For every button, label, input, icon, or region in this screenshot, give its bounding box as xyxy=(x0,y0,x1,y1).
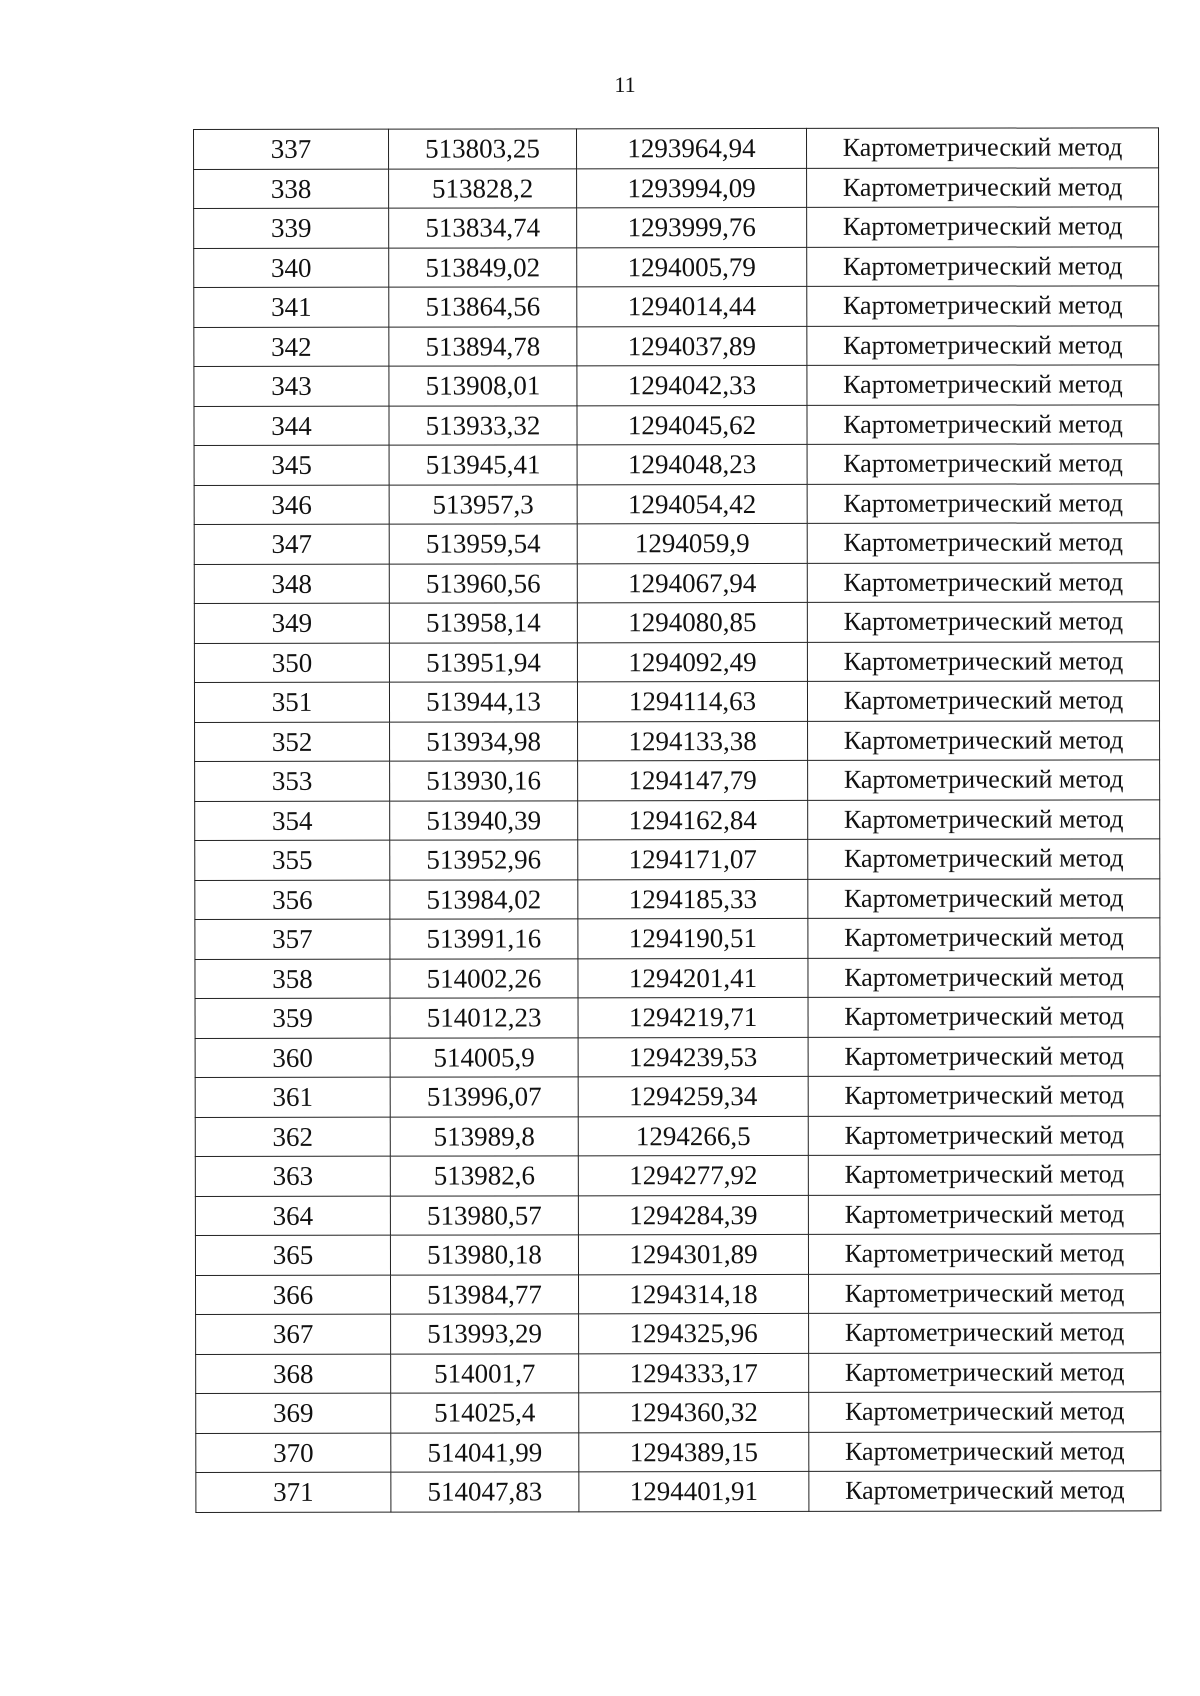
y-coordinate-cell: 1294201,41 xyxy=(578,958,808,998)
x-coordinate-cell: 514047,83 xyxy=(391,1472,579,1512)
table-row xyxy=(194,483,1159,524)
method-cell: Картометрический метод xyxy=(806,128,1158,168)
y-coordinate-cell: 1294059,9 xyxy=(577,523,807,563)
x-coordinate-cell: 514041,99 xyxy=(391,1432,579,1472)
point-number-cell: 361 xyxy=(195,1077,390,1117)
point-number-cell: 365 xyxy=(195,1235,390,1275)
table-row xyxy=(195,878,1160,919)
y-coordinate-cell: 1294333,17 xyxy=(579,1353,809,1393)
table-row xyxy=(195,760,1160,801)
point-number-cell: 340 xyxy=(194,248,389,288)
table-row xyxy=(195,1036,1160,1077)
table-row xyxy=(195,1115,1160,1156)
y-coordinate-cell: 1294014,44 xyxy=(577,286,807,326)
point-number-cell: 357 xyxy=(195,919,390,959)
y-coordinate-cell: 1294080,85 xyxy=(577,602,807,642)
y-coordinate-cell: 1294162,84 xyxy=(578,800,808,840)
table-row xyxy=(196,1471,1161,1512)
method-cell: Картометрический метод xyxy=(809,1431,1161,1471)
point-number-cell: 368 xyxy=(196,1354,391,1394)
y-coordinate-cell: 1294037,89 xyxy=(577,326,807,366)
x-coordinate-cell: 514002,26 xyxy=(390,958,578,998)
y-coordinate-cell: 1294190,51 xyxy=(578,918,808,958)
table-row xyxy=(194,602,1159,643)
y-coordinate-cell: 1294133,38 xyxy=(578,721,808,761)
x-coordinate-cell: 514001,7 xyxy=(391,1353,579,1393)
y-coordinate-cell: 1293964,94 xyxy=(577,128,807,168)
x-coordinate-cell: 513849,02 xyxy=(389,247,577,287)
point-number-cell: 344 xyxy=(194,406,389,446)
x-coordinate-cell: 513957,3 xyxy=(389,484,577,524)
table-body xyxy=(194,128,1161,1512)
y-coordinate-cell: 1294389,15 xyxy=(579,1432,809,1472)
x-coordinate-cell: 513991,16 xyxy=(390,919,578,959)
x-coordinate-cell: 513930,16 xyxy=(390,761,578,801)
method-cell: Картометрический метод xyxy=(808,1234,1160,1274)
x-coordinate-cell: 513894,78 xyxy=(389,326,577,366)
x-coordinate-cell: 513982,6 xyxy=(390,1156,578,1196)
y-coordinate-cell: 1294259,34 xyxy=(578,1076,808,1116)
x-coordinate-cell: 513934,98 xyxy=(390,721,578,761)
x-coordinate-cell: 514005,9 xyxy=(390,1037,578,1077)
x-coordinate-cell: 513945,41 xyxy=(389,445,577,485)
table-row xyxy=(194,681,1159,722)
point-number-cell: 346 xyxy=(194,485,389,525)
table-row xyxy=(195,918,1160,959)
method-cell: Картометрический метод xyxy=(807,562,1159,602)
table-row xyxy=(195,1155,1160,1196)
x-coordinate-cell: 513960,56 xyxy=(389,563,577,603)
table-row xyxy=(195,839,1160,880)
method-cell: Картометрический метод xyxy=(808,1155,1160,1195)
y-coordinate-cell: 1294048,23 xyxy=(577,444,807,484)
x-coordinate-cell: 513952,96 xyxy=(390,840,578,880)
table-row xyxy=(194,286,1159,327)
table-row xyxy=(194,128,1159,169)
y-coordinate-cell: 1293994,09 xyxy=(577,168,807,208)
y-coordinate-cell: 1294054,42 xyxy=(577,484,807,524)
x-coordinate-cell: 513834,74 xyxy=(389,208,577,248)
method-cell: Картометрический метод xyxy=(807,523,1159,563)
x-coordinate-cell: 513944,13 xyxy=(389,682,577,722)
table-row xyxy=(194,246,1159,287)
table-row xyxy=(194,404,1159,445)
point-number-cell: 360 xyxy=(195,1038,390,1078)
table-row xyxy=(194,325,1159,366)
point-number-cell: 343 xyxy=(194,366,389,406)
table-row xyxy=(196,1431,1161,1472)
point-number-cell: 359 xyxy=(195,998,390,1038)
method-cell: Картометрический метод xyxy=(807,325,1159,365)
x-coordinate-cell: 513940,39 xyxy=(390,800,578,840)
table-row xyxy=(194,207,1159,248)
method-cell: Картометрический метод xyxy=(808,1036,1160,1076)
method-cell: Картометрический метод xyxy=(808,1194,1160,1234)
page-number: 11 xyxy=(614,72,636,97)
method-cell: Картометрический метод xyxy=(807,207,1159,247)
table-row xyxy=(196,1313,1161,1354)
y-coordinate-cell: 1293999,76 xyxy=(577,207,807,247)
y-coordinate-cell: 1294266,5 xyxy=(578,1116,808,1156)
table-row xyxy=(196,1273,1161,1314)
x-coordinate-cell: 513908,01 xyxy=(389,366,577,406)
point-number-cell: 348 xyxy=(194,564,389,604)
table-row xyxy=(194,562,1159,603)
y-coordinate-cell: 1294360,32 xyxy=(579,1392,809,1432)
method-cell: Картометрический метод xyxy=(808,918,1160,958)
point-number-cell: 355 xyxy=(195,840,390,880)
method-cell: Картометрический метод xyxy=(809,1352,1161,1392)
point-number-cell: 345 xyxy=(194,445,389,485)
table-row xyxy=(194,167,1159,208)
x-coordinate-cell: 513933,32 xyxy=(389,405,577,445)
x-coordinate-cell: 513996,07 xyxy=(390,1077,578,1117)
table-row xyxy=(194,444,1159,485)
method-cell: Картометрический метод xyxy=(807,286,1159,326)
method-cell: Картометрический метод xyxy=(807,681,1159,721)
point-number-cell: 339 xyxy=(194,208,389,248)
method-cell: Картометрический метод xyxy=(808,957,1160,997)
method-cell: Картометрический метод xyxy=(808,997,1160,1037)
point-number-cell: 351 xyxy=(194,682,389,722)
method-cell: Картометрический метод xyxy=(808,878,1160,918)
method-cell: Картометрический метод xyxy=(807,483,1159,523)
method-cell: Картометрический метод xyxy=(807,404,1159,444)
point-number-cell: 367 xyxy=(196,1314,391,1354)
y-coordinate-cell: 1294219,71 xyxy=(578,997,808,1037)
table-row xyxy=(194,365,1159,406)
y-coordinate-cell: 1294185,33 xyxy=(578,879,808,919)
method-cell: Картометрический метод xyxy=(807,365,1159,405)
method-cell: Картометрический метод xyxy=(807,246,1159,286)
table-row xyxy=(194,523,1159,564)
method-cell: Картометрический метод xyxy=(808,1273,1160,1313)
point-number-cell: 341 xyxy=(194,287,389,327)
x-coordinate-cell: 513993,29 xyxy=(391,1314,579,1354)
table-row xyxy=(195,1076,1160,1117)
point-number-cell: 369 xyxy=(196,1393,391,1433)
point-number-cell: 350 xyxy=(194,643,389,683)
point-number-cell: 353 xyxy=(195,761,390,801)
y-coordinate-cell: 1294301,89 xyxy=(578,1234,808,1274)
y-coordinate-cell: 1294284,39 xyxy=(578,1195,808,1235)
y-coordinate-cell: 1294171,07 xyxy=(578,839,808,879)
method-cell: Картометрический метод xyxy=(807,602,1159,642)
method-cell: Картометрический метод xyxy=(808,839,1160,879)
x-coordinate-cell: 513959,54 xyxy=(389,524,577,564)
y-coordinate-cell: 1294042,33 xyxy=(577,365,807,405)
y-coordinate-cell: 1294092,49 xyxy=(577,642,807,682)
point-number-cell: 362 xyxy=(195,1117,390,1157)
point-number-cell: 371 xyxy=(196,1472,391,1512)
method-cell: Картометрический метод xyxy=(807,444,1159,484)
point-number-cell: 370 xyxy=(196,1433,391,1473)
point-number-cell: 349 xyxy=(194,603,389,643)
y-coordinate-cell: 1294325,96 xyxy=(579,1313,809,1353)
point-number-cell: 342 xyxy=(194,327,389,367)
y-coordinate-cell: 1294401,91 xyxy=(579,1471,809,1511)
x-coordinate-cell: 514025,4 xyxy=(391,1393,579,1433)
point-number-cell: 364 xyxy=(195,1196,390,1236)
table-row xyxy=(194,641,1159,682)
y-coordinate-cell: 1294314,18 xyxy=(578,1274,808,1314)
method-cell: Картометрический метод xyxy=(808,720,1160,760)
point-number-cell: 354 xyxy=(195,801,390,841)
method-cell: Картометрический метод xyxy=(809,1471,1161,1511)
point-number-cell: 352 xyxy=(195,722,390,762)
x-coordinate-cell: 513984,02 xyxy=(390,879,578,919)
x-coordinate-cell: 513803,25 xyxy=(389,129,577,169)
y-coordinate-cell: 1294114,63 xyxy=(577,681,807,721)
table-row xyxy=(196,1352,1161,1393)
x-coordinate-cell: 513828,2 xyxy=(389,168,577,208)
method-cell: Картометрический метод xyxy=(809,1313,1161,1353)
y-coordinate-cell: 1294005,79 xyxy=(577,247,807,287)
method-cell: Картометрический метод xyxy=(807,167,1159,207)
table-row xyxy=(195,957,1160,998)
method-cell: Картометрический метод xyxy=(808,760,1160,800)
table-row xyxy=(195,720,1160,761)
point-number-cell: 358 xyxy=(195,959,390,999)
x-coordinate-cell: 514012,23 xyxy=(390,998,578,1038)
method-cell: Картометрический метод xyxy=(808,1115,1160,1155)
point-number-cell: 363 xyxy=(195,1156,390,1196)
point-number-cell: 366 xyxy=(196,1275,391,1315)
x-coordinate-cell: 513980,57 xyxy=(390,1195,578,1235)
point-number-cell: 337 xyxy=(194,129,389,169)
table-row xyxy=(196,1392,1161,1433)
x-coordinate-cell: 513958,14 xyxy=(389,603,577,643)
point-number-cell: 347 xyxy=(194,524,389,564)
y-coordinate-cell: 1294067,94 xyxy=(577,563,807,603)
x-coordinate-cell: 513984,77 xyxy=(390,1274,578,1314)
table-row xyxy=(195,799,1160,840)
method-cell: Картометрический метод xyxy=(808,1076,1160,1116)
y-coordinate-cell: 1294239,53 xyxy=(578,1037,808,1077)
y-coordinate-cell: 1294045,62 xyxy=(577,405,807,445)
point-number-cell: 356 xyxy=(195,880,390,920)
table-row xyxy=(195,1194,1160,1235)
table-row xyxy=(195,1234,1160,1275)
x-coordinate-cell: 513980,18 xyxy=(390,1235,578,1275)
y-coordinate-cell: 1294147,79 xyxy=(578,760,808,800)
method-cell: Картометрический метод xyxy=(809,1392,1161,1432)
method-cell: Картометрический метод xyxy=(807,641,1159,681)
y-coordinate-cell: 1294277,92 xyxy=(578,1155,808,1195)
point-number-cell: 338 xyxy=(194,169,389,209)
method-cell: Картометрический метод xyxy=(808,799,1160,839)
x-coordinate-cell: 513989,8 xyxy=(390,1116,578,1156)
table-row xyxy=(195,997,1160,1038)
x-coordinate-cell: 513864,56 xyxy=(389,287,577,327)
x-coordinate-cell: 513951,94 xyxy=(389,642,577,682)
coordinates-table xyxy=(193,127,1161,1512)
